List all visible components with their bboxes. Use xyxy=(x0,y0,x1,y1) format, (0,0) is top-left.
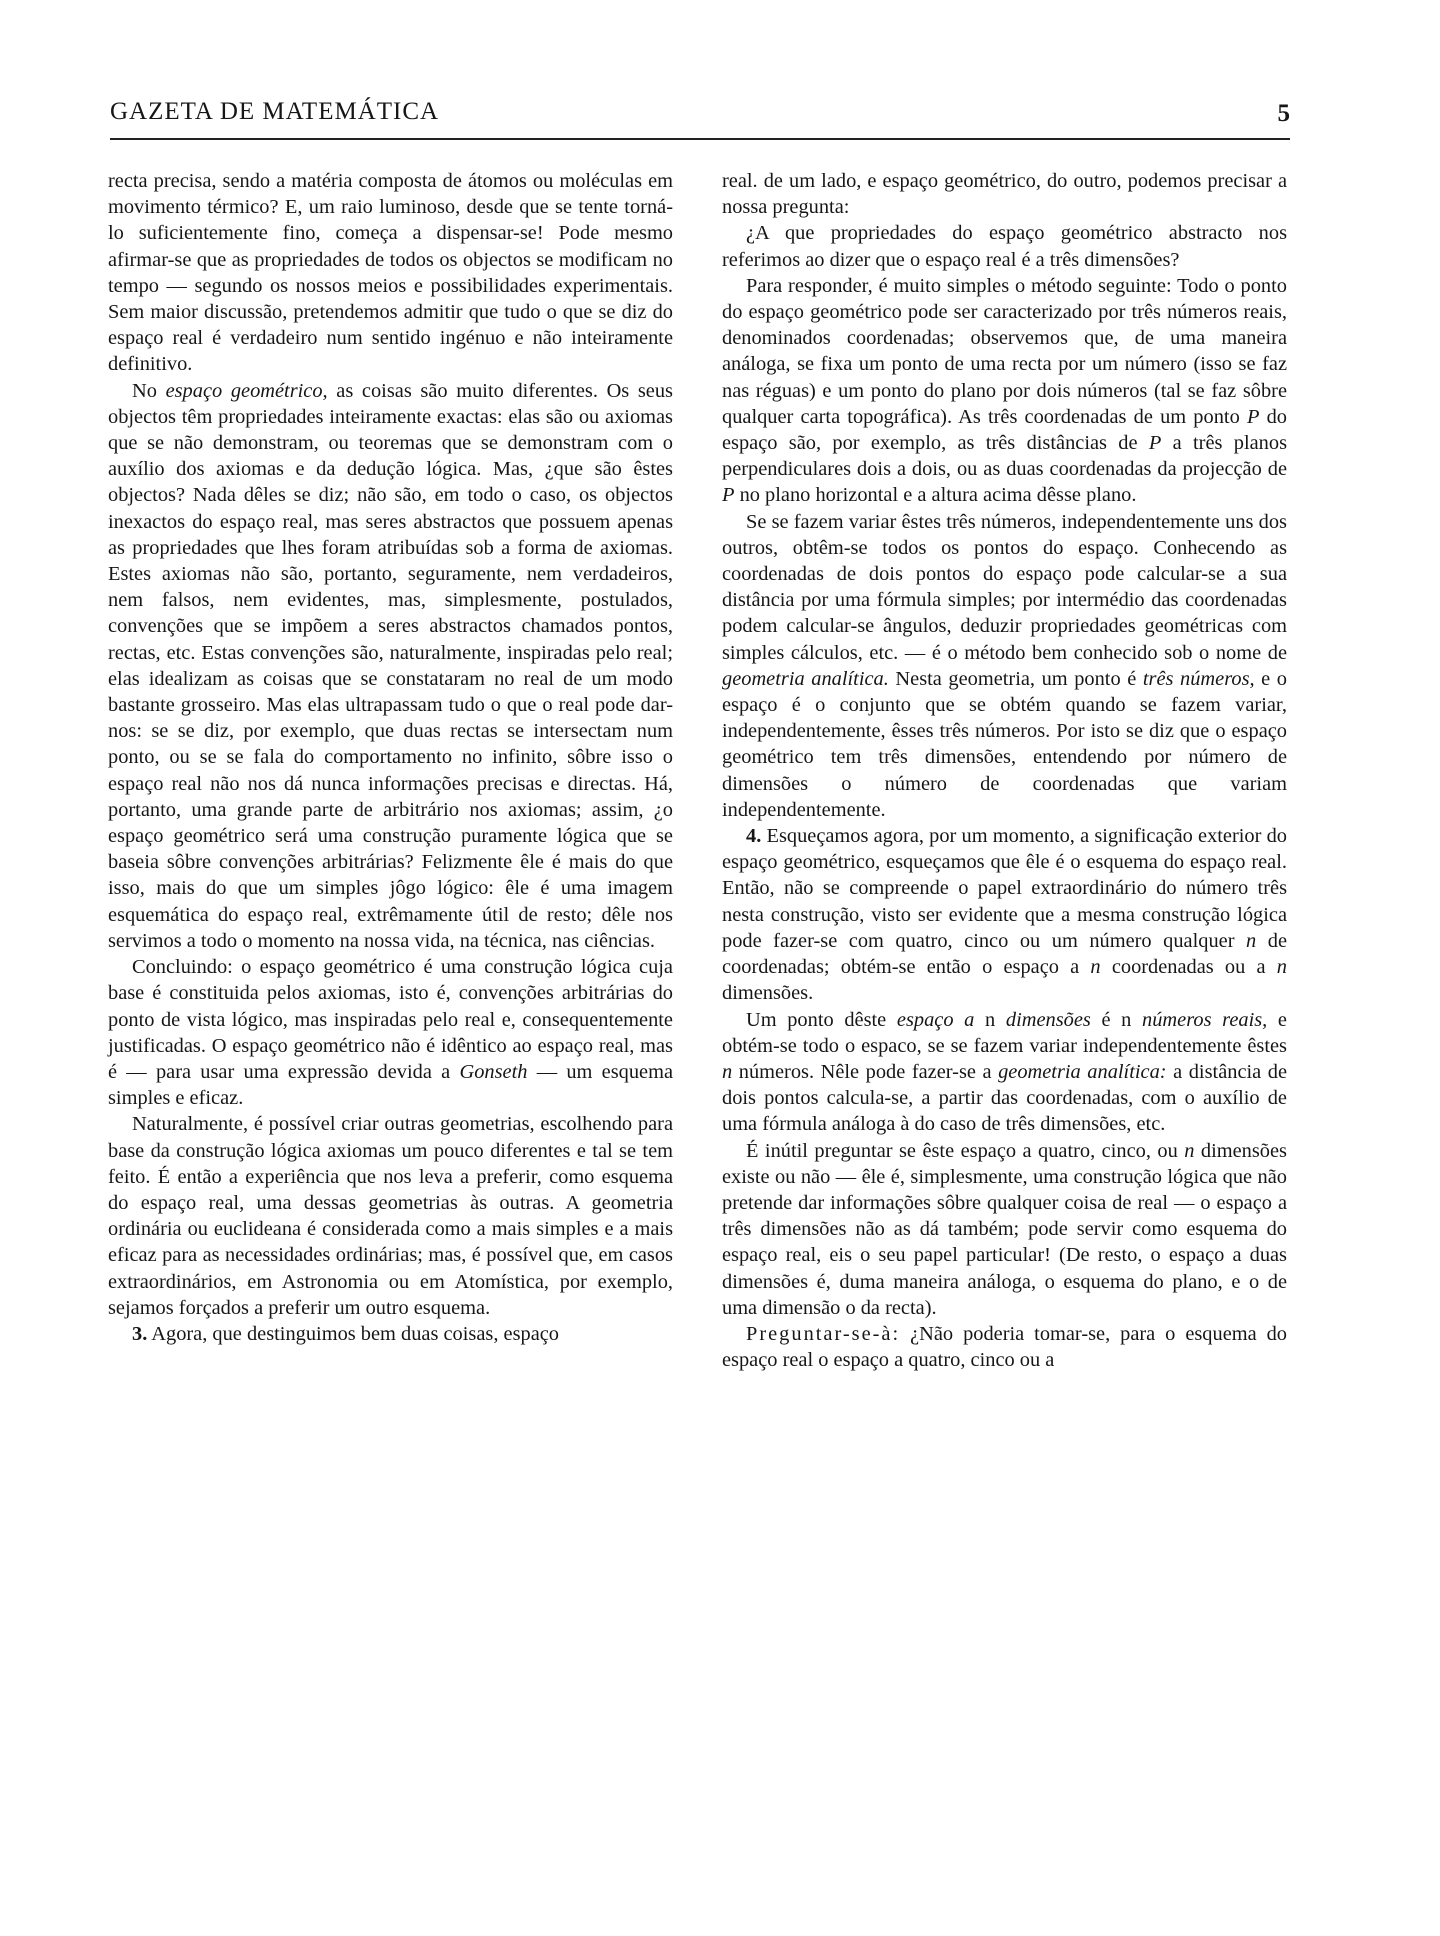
paragraph: No espaço geométrico, as coisas são muito diferentes. Os seus objectos têm propriedades inteiramente exactas: elas são ou axiomas que se não demonstram, ou teoremas que se demonstram com o auxílio dos axiomas e da dedução lógica. Mas, ¿que são êstes objectos? Nada dêles se diz; não são, em todo o caso, os objectos inexactos do espaço real, mas seres abstractos que possuem apenas as propriedades que lhes foram atribuídas sob a forma de axiomas. Estes axiomas não são, portanto, seguramente, nem verdadeiros, nem falsos, nem evidentes, mas, simplesmente, postulados, convenções que se impõem a seres abstractos chamados pontos, rectas, etc. Estas convenções são, naturalmente, inspiradas pelo real; elas idealizam as coisas que se constataram no real de um modo bastante grosseiro. Mas elas ultrapassam tudo o que o real pode dar-nos: se se diz, por exemplo, que duas rectas se intersectam num ponto, ou se se fala do comportamento no infinito, sôbre isso o espaço real não nos dá nunca informações precisas e directas. Há, portanto, uma grande parte de arbitrário nos axiomas; assim, ¿o espaço geométrico será uma construção puramente lógica que se baseia sôbre convenções arbitrárias? Felizmente êle é mais do que isso, mais do que um simples jôgo lógico: êle é uma imagem esquemática do espaço real, extrêmamente útil de resto; dêle nos servimos a todo o momento na nossa vida, na técnica, nas ciências. xyxy=(108,379,673,952)
paragraph: É inútil preguntar se êste espaço a quatro, cinco, ou n dimensões existe ou não — êle é, simplesmente, uma construção lógica que não pretende dar informações sôbre qualquer coisa de real — o espaço a três dimensões não as dá também; pode servir como esquema do espaço real, eis o seu papel particular! (De resto, o espaço a duas dimensões é, duma maneira análoga, o esquema do plano, e o de uma dimensão o da recta). xyxy=(722,1139,1287,1319)
page-number: 5 xyxy=(1277,100,1290,127)
paragraph: 4. Esqueçamos agora, por um momento, a significação exterior do espaço geométrico, esqueçamos que êle é o esquema do espaço real. Então, não se compreende o papel extraordinário do número três nesta construção, visto ser evidente que a mesma construção lógica pode fazer-se com quatro, cinco ou um número qualquer n de coordenadas; obtém-se então o espaço a n coordenadas ou a n dimensões. xyxy=(722,825,1288,1005)
paragraph: Um ponto dêste espaço a n dimensões é n números reais, e obtém-se todo o espaco, se se fazem variar independentemente êstes n números. Nêle pode fazer-se a geometria analítica: a distância de dois pontos calcula-se, a partir das coordenadas, com o auxílio de uma fórmula análoga à do caso de três dimensões, etc. xyxy=(722,1008,1288,1136)
paragraph: Preguntar-se-à: ¿Não poderia tomar-se, para o esquema do espaço real o espaço a quatro, cinco ou a xyxy=(722,1322,1287,1372)
paragraph: Para responder, é muito simples o método seguinte: Todo o ponto do espaço geométrico pode ser caracterizado por três números reais, denominados coordenadas; observemos que, de uma maneira análoga, se fixa um ponto de uma recta por um número (isso se faz nas réguas) e um ponto do plano por dois números (tal se faz sôbre qualquer carta topográfica). As três coordenadas de um ponto P do espaço são, por exemplo, as três distâncias de P a três planos perpendiculares dois a dois, ou as duas coordenadas da projecção de P no plano horizontal e a altura acima dêsse plano. xyxy=(722,274,1288,507)
paragraph: 3. Agora, que destinguimos bem duas coisas, espaço xyxy=(132,1322,559,1345)
section-number: 3. xyxy=(132,1322,148,1345)
paragraph: Concluindo: o espaço geométrico é uma construção lógica cuja base é constituida pelos axiomas, isto é, convenções arbitrárias do ponto de vista lógico, mas inspiradas pelo real e, consequentemente justificadas. O espaço geométrico não é idêntico ao espaço real, mas é — para usar uma expressão devida a Gonseth — um esquema simples e eficaz. xyxy=(108,956,674,1110)
section-number: 4. xyxy=(746,825,762,848)
journal-title: GAZETA DE MATEMÁTICA xyxy=(110,98,440,125)
left-column xyxy=(108,168,673,1347)
right-column xyxy=(722,168,1287,1373)
paragraph: real. de um lado, e espaço geométrico, do outro, podemos precisar a nossa pregunta: xyxy=(722,170,1287,219)
paragraph: ¿A que propriedades do espaço geométrico abstracto nos referimos ao dizer que o espaço real é a três dimensões? xyxy=(722,222,1287,271)
paragraph: recta precisa, sendo a matéria composta de átomos ou moléculas em movimento térmico? E, um raio luminoso, desde que se tente torná-lo suficientemente fino, começa a dispensar-se! Pode mesmo afirmar-se que as propriedades de todos os objectos se modificam no tempo — segundo os nossos meios e possibilidades experimentais. Sem maior discussão, pretendemos admitir que tudo o que se diz do espaço real é verdadeiro num sentido ingénuo e não inteiramente definitivo. xyxy=(108,170,673,376)
paragraph: Se se fazem variar êstes três números, independentemente uns dos outros, obtêm-se todos os pontos do espaço. Conhecendo as coordenadas de dois pontos do espaço pode calcular-se a sua distância por uma fórmula simples; por intermédio das coordenadas podem calcular-se ângulos, deduzir propriedades geométricas com simples cálculos, etc. — é o método bem conhecido sob o nome de geometria analítica. Nesta geometria, um ponto é três números, e o espaço é o conjunto que se obtém quando se fazem variar, independentemente, êsses três números. Por isto se diz que o espaço geométrico tem três dimensões, entendendo por número de dimensões o número de coordenadas que variam independentemente. xyxy=(722,510,1287,821)
running-header xyxy=(110,98,1290,140)
paragraph: Naturalmente, é possível criar outras geometrias, escolhendo para base da construção lógica axiomas um pouco diferentes e tal se tem feito. É então a experiência que nos leva a preferir, como esquema do espaço real, uma dessas geometrias às outras. A geometria ordinária ou euclideana é considerada como a mais simples e a mais eficaz para as necessidades ordinárias; mas, é possível que, em casos extraordinários, em Astronomia ou em Atomística, por exemplo, sejamos forçados a preferir um outro esquema. xyxy=(108,1113,673,1319)
